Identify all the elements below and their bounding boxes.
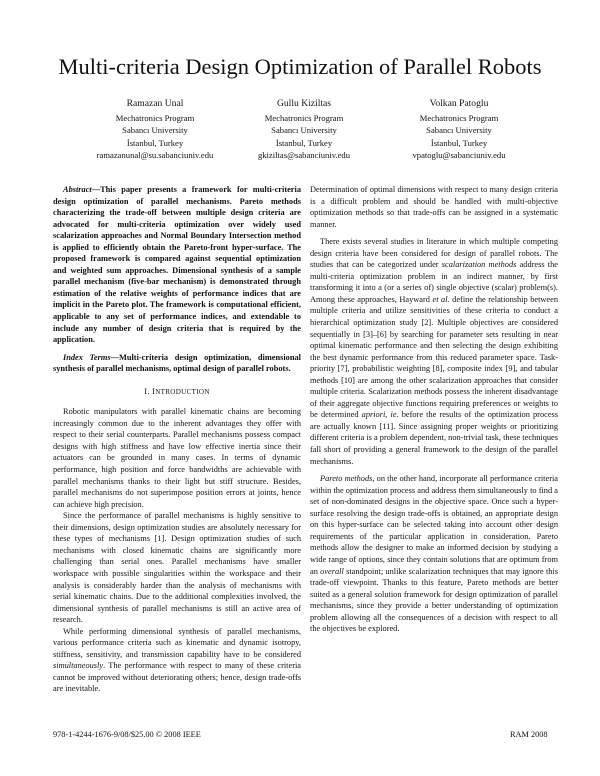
author-email: ramazanunal@su.sabanciuniv.edu: [96, 150, 214, 160]
text-run: , on the other hand, incorporate all performance criteria within the optimization process and address them simultaneously to find a set of non-dominated designs in the objective space. Once such a hyper-surface resolving the design trade-offs is obtained, an appropriate design on this hyper-surface can be selected taking into account other design requirements of the particular application in consideration. Pareto methods allow the designer to make an informed decision by studying a wide range of options, since they contain solutions that are optimum from an: [310, 474, 558, 576]
emphasis-run: scalarization methods: [441, 260, 517, 270]
author-dept: Mechatronics Program: [264, 112, 344, 123]
paper-title: Multi-criteria Design Optimization of Parallel Robots: [58, 54, 542, 79]
right-paragraph-3: [310, 473, 558, 635]
author-city: İstanbul, Turkey: [275, 137, 333, 148]
intro-paragraph-1: Robotic manipulators with parallel kinematic chains are becoming increasingly common due to the inherent advantages they offer with respect to their serial counterparts. Parallel mechanisms possess compact designs with high stiffness and have low effective inertia since their actuators can be grounded in many cases. In terms of dynamic performance, high position and force bandwidths are achievable with parallel mechanisms thanks to their light but stiff structure. Besides, parallel mechanisms do not superimpose position errors at joints, hence can achieve high precision.: [53, 407, 301, 509]
index-terms-label: Index Terms: [63, 352, 111, 362]
text-run: define the relationship between multiple criteria and utilize sensitivities of these criteria to conduct a hierarchical optimization study [2]. Multiple objectives are considered sequentially in [3]–[6] by searching for parameter sets resulting in near optimal kinematic performance and then selecting the design exhibiting the best dynamic performance from this reduced parameter space. Task-priority [7], probabilistic weighting [8], composite index [9], and tabular methods [10] are among the other scalarization approaches that consider multiple criteria. Scalarization methods possess the inherent disadvantage of their aggregate objective functions requiring preferences or weights to be determined: [310, 294, 558, 420]
author-block-3: [369, 98, 549, 162]
author-city: İstanbul, Turkey: [126, 137, 184, 148]
author-univ: Sabancı University: [122, 125, 188, 135]
text-run: address the multi-criteria optimization problem in an indirect manner, by first transforming it into a (or a series of) single objective (scalar) problem(s). Among these approaches, Hayward: [310, 260, 558, 304]
right-paragraph-2: [310, 236, 558, 467]
text-run: . The performance with respect to many of these criteria cannot be improved without deteriorating others; hence, design trade-offs are inevitable.: [53, 661, 301, 694]
footer-isbn: 978-1-4244-1676-9/08/$25.00 © 2008 IEEE: [53, 730, 201, 739]
text-run: There exists several studies in literature in which multiple competing design criteria have been considered for design of parallel robots. The studies that can be categorized under: [310, 237, 558, 270]
text-run: While performing dimensional synthesis of parallel mechanisms, various performance criteria such as kinematic and dynamic isotropy, stiffness, sensitivity, and transmission capability have to be considered: [53, 626, 301, 659]
section-first-letter: I: [152, 386, 156, 396]
emphasis-run: Pareto methods: [320, 474, 373, 484]
right-paragraph-1: Determination of optimal dimensions with respect to many design criteria is a difficult problem and should be handled with multi-objective optimization methods so that trade-offs can be assigned in a systematic manner.: [310, 185, 558, 229]
section-title-rest: NTRODUCTION: [155, 387, 210, 396]
emphasis-run: et al.: [432, 294, 450, 304]
author-email: vpatoglu@sabanciuniv.edu: [412, 150, 506, 160]
intro-paragraph-3: [53, 626, 301, 695]
text-run: ,: [385, 410, 391, 420]
author-dept: Mechatronics Program: [419, 112, 499, 123]
abstract-text: —This paper presents a framework for multi-criteria design optimization of parallel mechanisms. Pareto methods characterizing the trade-off between multiple design criteria are advocated for multi-criteria optimization over widely used scalarization approaches and Normal Boundary Intersection method is applied to efficiently obtain the Pareto-front hyper-surface. The proposed framework is compared against sequential optimization and weighted sum approaches. Dimensional synthesis of a sample parallel mechanism (five-bar mechanism) is demonstrated through estimation of the relative weights of performance indices that are implicit in the Pareto plot. The framework is computational efficient, applicable to any set of performance indices, and extendable to include any number of design criteria that is required by the application.: [53, 185, 301, 345]
index-terms-text: —Multi-criteria design optimization, dimensional synthesis of parallel mechanisms, optimal design of parallel robots.: [53, 352, 301, 374]
abstract: [53, 184, 301, 346]
author-city: İstanbul, Turkey: [430, 137, 488, 148]
footer-venue: RAM 2008: [510, 730, 548, 739]
section-heading-introduction: [53, 386, 301, 399]
author-block-2: [214, 98, 394, 162]
section-number: I.: [144, 386, 150, 396]
text-run: before the results of the optimization process are actually known [11]. Since assigning proper weights or prioritizing different criteria is a problem dependent, non-trivial task, these techniques fall short of providing a general framework to the design of the parallel mechanisms.: [310, 410, 559, 466]
author-dept: Mechatronics Program: [115, 112, 195, 123]
abstract-label: Abstract: [63, 185, 92, 194]
author-univ: Sabancı University: [271, 125, 337, 135]
intro-paragraph-2: Since the performance of parallel mechanisms is highly sensitive to their dimensions, design optimization studies are absolutely necessary for these types of mechanisms [1]. Design optimization studies of such mechanisms with closed kinematic chains are significantly more challenging than serial ones. Parallel mechanisms have smaller workspace with possible singularities within the workspace and their analysis is considerably harder than the analysis of mechanisms with serial kinematic chains. Due to the additional complexities involved, the dimensional synthesis of parallel mechanisms is still an active area of research.: [53, 511, 301, 625]
author-univ: Sabancı University: [426, 125, 492, 135]
author-name: Ramazan Unal: [126, 98, 184, 109]
index-terms: [53, 352, 301, 375]
text-run: standpoint; unlike scalarization techniques that may ignore this trade-off viewpoint. Thanks to this feature, Pareto methods are better suited as a general solution framework for design optimization of parallel mechanisms, since they provide a better understanding of optimization problem allowing all the consequences of a decision with respect to all the objectives be explored.: [310, 566, 558, 634]
author-email: gkiziltas@sabanciuniv.edu: [257, 150, 351, 160]
emphasis-run: ie.: [390, 410, 399, 420]
author-name: Gullu Kiziltas: [276, 98, 332, 109]
right-column: [310, 184, 558, 635]
author-name: Volkan Patoglu: [429, 98, 489, 109]
emphasis-run: overall: [320, 566, 344, 576]
left-column: [53, 184, 301, 695]
emphasis-run: simultaneously: [53, 661, 104, 671]
emphasis-run: apriori: [361, 410, 386, 420]
